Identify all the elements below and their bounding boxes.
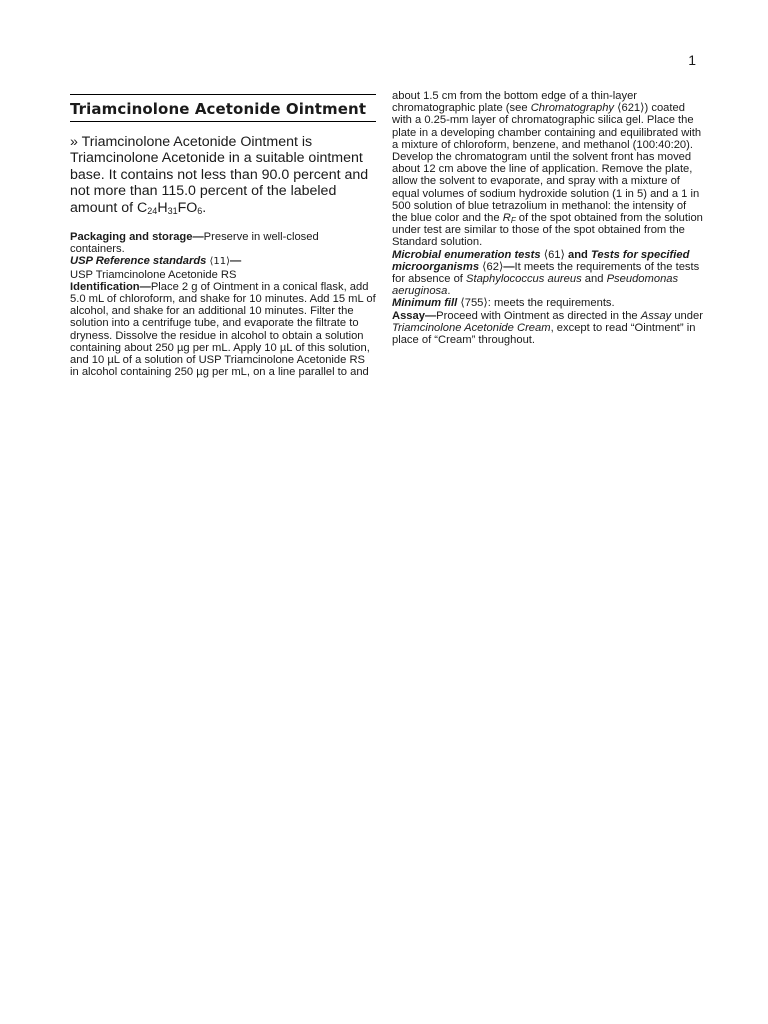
microbial-section: Microbial enumeration tests ⟨61⟩ and Tests for specified microorganisms ⟨62⟩—It meets the requirements of the tests for absence of Staphylococcus aureus and Pseudomonas aeruginosa. bbox=[392, 248, 700, 298]
packaging-text: Preserve in well-closed containers. bbox=[70, 231, 319, 256]
title-rule-top bbox=[70, 94, 376, 95]
reference-section: USP Reference standards ⟨11⟩— bbox=[70, 255, 242, 268]
left-column bbox=[70, 94, 376, 378]
identification-text: Place 2 g of Ointment in a conical flask, add 5.0 mL of chloroform, and shake for 10 minutes. Add 15 mL of alcohol, and shake for an additional 10 minutes. Filter the solution into a centrifuge tube, and evaporate the filtrate to dryness. Dissolve the residue in alcohol to obtain a solution containing about 250 µg per mL. Apply 10 µL of this solution, and 10 µL of a solution of USP Triamcinolone Acetonide RS in alcohol containing 250 µg per mL, on a line parallel to and bbox=[70, 280, 376, 379]
packaging-section bbox=[70, 231, 376, 255]
identification-continued: about 1.5 cm from the bottom edge of a thin-layer chromatographic plate (see Chromatography ⟨621⟩) coated with a 0.25-mm layer of chromatographic silica gel. Place the plate in a developing chamber containing and equilibrated with a mixture of chloroform, benzene, and methanol (100:40:20). Develop the chromatogram until the solvent front has moved about 12 cm above the line of application. Remove the plate, allow the solvent to evaporate, and spray with a mixture of equal volumes of sodium hydroxide solution (1 in 5) and a 1 in 500 solution of blue tetrazolium in methanol: the intensity of the blue color and the $R_F$ of the spot obtained from the solution under test are similar to those of the spot obtained from the Standard solution. bbox=[392, 90, 703, 249]
reference-label: USP Reference standards bbox=[70, 255, 207, 268]
right-column bbox=[392, 90, 704, 346]
identification-label: Identification— bbox=[70, 280, 151, 293]
reference-standard: USP Triamcinolone Acetonide RS bbox=[70, 268, 237, 281]
identification-section bbox=[70, 281, 376, 379]
page-number: 1 bbox=[688, 52, 696, 68]
minimum-fill-section: Minimum fill ⟨755⟩: meets the requirements. bbox=[392, 297, 615, 310]
monograph-summary: » Triamcinolone Acetonide Ointment is Triamcinolone Acetonide in a suitable ointment base. It contains not less than 90.0 percent and not more than 115.0 percent of the labeled amount of $C_{24}H_{31}FO_6$. bbox=[70, 134, 369, 216]
monograph-title: Triamcinolone Acetonide Ointment bbox=[70, 100, 367, 118]
title-rule-bottom bbox=[70, 121, 376, 122]
assay-section: Assay—Proceed with Ointment as directed in the Assay under Triamcinolone Acetonide Cream, except to read “Ointment” in place of “Cream” throughout. bbox=[392, 309, 703, 347]
packaging-label: Packaging and storage— bbox=[70, 231, 204, 244]
left-body bbox=[70, 231, 376, 378]
